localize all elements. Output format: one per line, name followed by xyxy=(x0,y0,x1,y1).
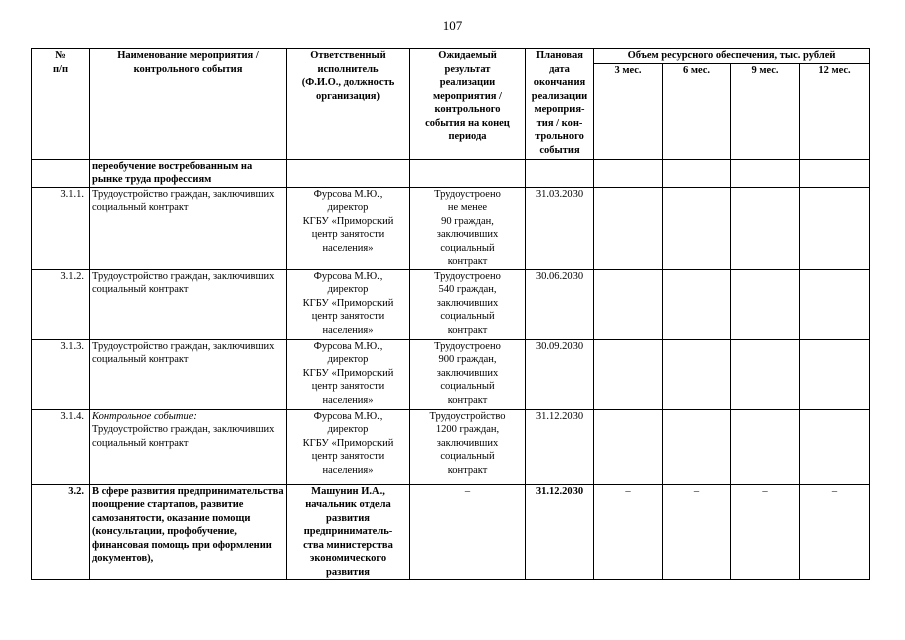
row-executor: Машунин И.А., начальник отдела развития предприниматель- ства министерства экономического развития xyxy=(287,484,410,580)
row-resource-12 xyxy=(800,159,870,187)
table-row xyxy=(32,159,870,187)
row-executor: Фурсова М.Ю., директор КГБУ «Приморский центр занятости населения» xyxy=(287,339,410,409)
row-resource-3: – xyxy=(594,484,663,580)
action-plan-table xyxy=(31,48,870,580)
row-num: 3.1.1. xyxy=(32,187,90,269)
row-resource-9 xyxy=(731,269,800,339)
row-name xyxy=(90,159,287,187)
row-resource-3 xyxy=(594,269,663,339)
row-resource-9 xyxy=(731,159,800,187)
row-resource-9 xyxy=(731,409,800,484)
row-resource-6 xyxy=(663,339,731,409)
row-name-text: Трудоустройство граждан, заключивших социальный контракт xyxy=(92,424,275,449)
row-resource-3 xyxy=(594,339,663,409)
row-resource-6: – xyxy=(663,484,731,580)
row-resource-12 xyxy=(800,339,870,409)
row-name-text: Трудоустройство граждан, заключивших социальный контракт xyxy=(92,270,275,295)
header-date: Плановая дата окончания реализации мероприя- тия / кон- трольного события xyxy=(526,49,594,160)
header-executor: Ответственный исполнитель (Ф.И.О., должность организация) xyxy=(287,49,410,160)
row-date: 31.12.2030 xyxy=(526,484,594,580)
row-name-text: В сфере развития предпринимательства поощрение стартапов, развитие самозанятости, оказание помощи (консультации, профобучение, финансовая помощь при оформлении документов), xyxy=(92,485,284,564)
table-row xyxy=(32,339,870,409)
row-result: – xyxy=(410,484,526,580)
header-period-12: 12 мес. xyxy=(800,63,870,159)
row-date: 31.12.2030 xyxy=(526,409,594,484)
row-resource-9 xyxy=(731,187,800,269)
row-name xyxy=(90,409,287,484)
header-period-3: 3 мес. xyxy=(594,63,663,159)
row-num: 3.1.4. xyxy=(32,409,90,484)
row-date: 30.09.2030 xyxy=(526,339,594,409)
row-resource-6 xyxy=(663,187,731,269)
row-resource-3 xyxy=(594,409,663,484)
row-resource-12 xyxy=(800,409,870,484)
row-name-text: Трудоустройство граждан, заключивших социальный контракт xyxy=(92,340,275,365)
control-event-label: Контрольное событие: xyxy=(92,410,197,422)
row-result: Трудоустроено 900 граждан, заключивших социальный контракт xyxy=(410,339,526,409)
row-name-text: переобучение востребованным на рынке труда профессиям xyxy=(92,160,253,185)
row-num: 3.2. xyxy=(32,484,90,580)
row-executor: Фурсова М.Ю., директор КГБУ «Приморский центр занятости населения» xyxy=(287,409,410,484)
row-executor xyxy=(287,159,410,187)
row-resource-9: – xyxy=(731,484,800,580)
table-row xyxy=(32,409,870,484)
row-resource-6 xyxy=(663,409,731,484)
row-executor: Фурсова М.Ю., директор КГБУ «Приморский центр занятости населения» xyxy=(287,269,410,339)
row-resource-12 xyxy=(800,269,870,339)
row-date: 31.03.2030 xyxy=(526,187,594,269)
row-name xyxy=(90,339,287,409)
row-executor: Фурсова М.Ю., директор КГБУ «Приморский центр занятости населения» xyxy=(287,187,410,269)
row-result: Трудоустроено не менее 90 граждан, заключивших социальный контракт xyxy=(410,187,526,269)
row-name-text: Трудоустройство граждан, заключивших социальный контракт xyxy=(92,188,275,213)
table-row xyxy=(32,269,870,339)
row-resource-6 xyxy=(663,159,731,187)
row-name xyxy=(90,484,287,580)
row-resource-3 xyxy=(594,159,663,187)
row-num: 3.1.2. xyxy=(32,269,90,339)
row-resource-9 xyxy=(731,339,800,409)
header-result: Ожидаемый результат реализации мероприятия / контрольного события на конец периода xyxy=(410,49,526,160)
page-number: 107 xyxy=(442,18,463,33)
row-resource-3 xyxy=(594,187,663,269)
row-name xyxy=(90,269,287,339)
row-date: 30.06.2030 xyxy=(526,269,594,339)
table-row xyxy=(32,187,870,269)
header-num: № п/п xyxy=(32,49,90,160)
row-name xyxy=(90,187,287,269)
row-result: Трудоустройство 1200 граждан, заключивших социальный контракт xyxy=(410,409,526,484)
row-num: 3.1.3. xyxy=(32,339,90,409)
header-period-9: 9 мес. xyxy=(731,63,800,159)
row-result: Трудоустроено 540 граждан, заключивших социальный контракт xyxy=(410,269,526,339)
header-name: Наименование мероприятия / контрольного события xyxy=(90,49,287,160)
row-num xyxy=(32,159,90,187)
row-result xyxy=(410,159,526,187)
row-resource-6 xyxy=(663,269,731,339)
row-date xyxy=(526,159,594,187)
header-resources: Объем ресурсного обеспечения, тыс. рублей xyxy=(594,49,870,64)
table-row xyxy=(32,484,870,580)
header-period-6: 6 мес. xyxy=(663,63,731,159)
row-resource-12 xyxy=(800,187,870,269)
row-resource-12: – xyxy=(800,484,870,580)
